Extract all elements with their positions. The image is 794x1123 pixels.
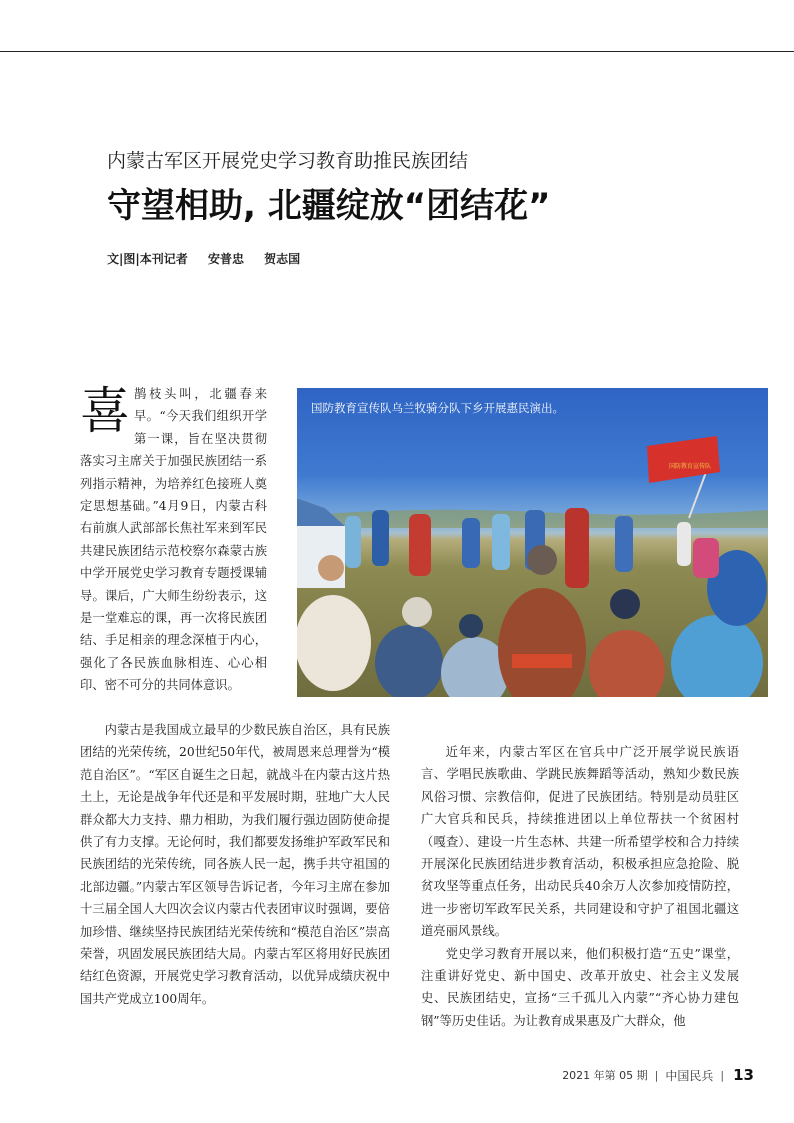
photo-audience: [297, 538, 767, 697]
drop-cap: 喜: [80, 382, 130, 440]
photo-flag: [647, 436, 720, 483]
issue-label: 2021 年第 05 期: [562, 1069, 648, 1082]
paragraph-4: 党史学习教育开展以来，他们积极打造“五史”课堂，注重讲好党史、新中国史、改革开放史、社会主义发展史、民族团结史，宣扬“三千孤儿入内蒙”“齐心协力建包钢”等历史佳话。为让教育成果惠及广大群众，他: [421, 946, 739, 1028]
kicker-title: 内蒙古军区开展党史学习教育助推民族团结: [107, 150, 469, 172]
byline: [107, 250, 316, 267]
paragraph-1: 鹊枝头叫，北疆春来早。“今天我们组织开学第一课，旨在坚决贯彻落实习主席关于加强民族团结一系列指示精神，为培养红色接班人奠定思想基础。”4月9日，内蒙古科右前旗人武部部长焦社军来到军民共建民族团结示范校察尔森蒙古族中学开展党史学习教育专题授课辅导。课后，广大师生纷纷表示，这是一堂难忘的课，再一次将民族团结、手足相亲的理念深植于内心，强化了各民族血脉相连、心心相印、密不可分的共同体意识。: [80, 387, 267, 693]
page-number: 13: [733, 1066, 754, 1084]
byline-author-1: 安普忠: [207, 252, 244, 266]
article-photo: [297, 388, 768, 697]
page-footer: [562, 1066, 754, 1084]
headline: 守望相助, 北疆绽放“团结花”: [107, 186, 551, 226]
paragraph-2: 内蒙古是我国成立最早的少数民族自治区，具有民族团结的光荣传统，20世纪50年代，被周恩来总理誉为“模范自治区”。“军区自诞生之日起，就战斗在内蒙古这片热土上，无论是战争年代还是和平发展时期，驻地广大人民群众都大力支持、鼎力相助，为我们履行强边固防使命提供了有力支撑。无论何时，我们都要发扬维护军政军民和民族团结的光荣传统，同各族人民一起，携手共守祖国的北部边疆。”内蒙古军区领导告诉记者，今年习主席在参加十三届全国人大四次会议内蒙古代表团审议时强调，要倍加珍惜、继续坚持民族团结光荣传统和“模范自治区”崇高荣誉，巩固发展民族团结大局。内蒙古军区将用好民族团结红色资源，开展党史学习教育活动，以优异成绩庆祝中国共产党成立100周年。: [80, 723, 390, 1006]
column-left-bottom: [80, 719, 390, 1010]
photo-scene: [297, 388, 768, 697]
footer-divider: |: [720, 1068, 725, 1082]
photo-flag-text: 国防教育宣传队: [669, 463, 712, 470]
top-rule: [0, 51, 794, 52]
paragraph-3: 近年来，内蒙古军区在官兵中广泛开展学说民族语言、学唱民族歌曲、学跳民族舞蹈等活动，熟知少数民族风俗习惯、宗教信仰，促进了民族团结。特别是动员驻区广大官兵和民兵，持续推进团以上单位帮扶一个贫困村（嘎查）、建设一片生态林、共建一所希望学校和合力持续开展深化民族团结进步教育活动，积极承担应急抢险、脱贫攻坚等重点任务，出动民兵40余万人次参加疫情防控，进一步密切军政军民关系，共同建设和守护了祖国北疆这道亮丽风景线。: [421, 745, 739, 939]
byline-credit: 文|图|本刊记者: [107, 252, 188, 266]
footer-divider: |: [654, 1068, 659, 1082]
column-left-top: [80, 383, 267, 697]
byline-author-2: 贺志国: [264, 252, 301, 266]
photo-caption: 国防教育宣传队乌兰牧骑分队下乡开展惠民演出。: [311, 401, 564, 415]
column-right-bottom: [421, 741, 739, 1032]
magazine-name: 中国民兵: [665, 1068, 714, 1083]
